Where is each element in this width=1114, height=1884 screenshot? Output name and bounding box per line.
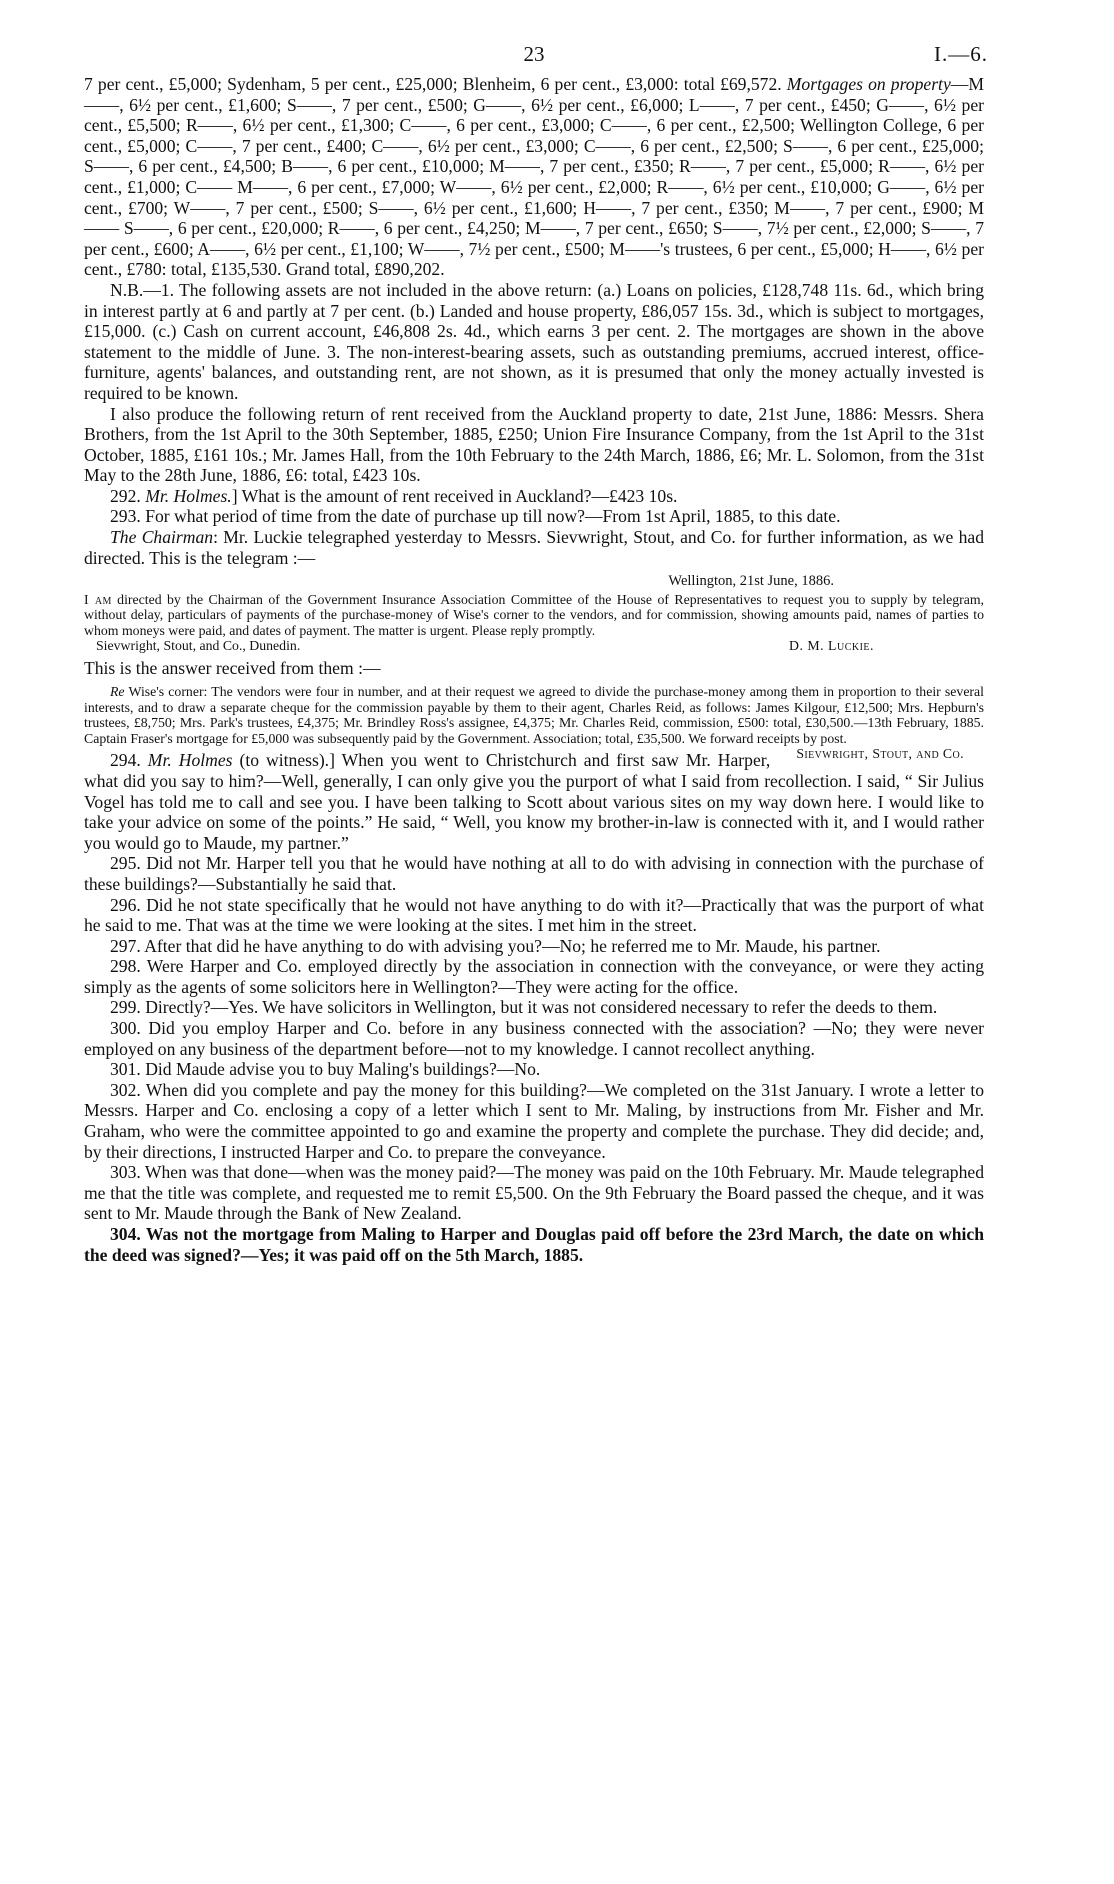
telegram-body: [84, 592, 984, 639]
chairman-text: : Mr. Luckie telegraphed yesterday to Messrs. Sievwright, Stout, and Co. for further information, as we had directed. This is the telegram :—: [84, 527, 985, 568]
document-reference: I.—6.: [934, 42, 988, 66]
question-text: ] What is the amount of rent received in Auckland?—£423 10s.: [231, 485, 678, 506]
page-header: [84, 40, 988, 74]
question-297: 297. After that did he have anything to do with advising you?—No; he referred me to Mr. Maude, his partner.: [110, 935, 881, 956]
question-number: 292.: [110, 485, 141, 506]
question-294: [84, 750, 984, 853]
speaker-name: The Chairman: [110, 527, 214, 548]
question-302: 302. When did you complete and pay the money for this building?—We completed on the 31st January. I wrote a letter to Messrs. Harper and Co. enclosing a copy of a letter which I sent to Mr. Maling, by instructions from Mr. Fisher and Mr. Graham, who were the committee appointed to go and examine the property and complete the purchase. They did decide; and, by their directions, I instructed Harper and Co. to prepare the conveyance.: [84, 1079, 984, 1162]
question-number: 294.: [110, 750, 141, 771]
answer-lead: Re: [110, 684, 125, 700]
answer-signature: Sievwright, Stout, and Co.: [796, 746, 964, 762]
telegram-signature: D. M. Luckie.: [789, 638, 874, 654]
document-page: [84, 40, 988, 1265]
telegram-lead: I am: [84, 591, 112, 607]
mortgages-intro: 7 per cent., £5,000; Sydenham, 5 per cent., £25,000; Blenheim, 6 per cent., £3,000: total £69,572.: [84, 74, 782, 94]
telegram-addressee: Sievwright, Stout, and Co., Dunedin.: [96, 638, 301, 654]
question-292: [84, 486, 984, 507]
question-298: 298. Were Harper and Co. employed directly by the association in connection with the conveyance, or were they acting simply as the agents of some solicitors here in Wellington?—They were acting for the office.: [84, 956, 984, 997]
chairman-statement: [84, 527, 984, 568]
speaker-name: Mr. Holmes: [147, 750, 233, 771]
speaker-name: Mr. Holmes.: [145, 485, 232, 506]
page-number: 23: [523, 42, 545, 66]
question-303: 303. When was that done—when was the money paid?—The money was paid on the 10th February. Mr. Maude telegraphed me that the title was complete, and requested me to remit £5,500. On the 9th February the Board passed the cheque, and it was sent to Mr. Maude through the Bank of New Zealand.: [84, 1162, 984, 1224]
question-296: 296. Did he not state specifically that he would not have anything to do with it?—Practically that was the purport of what he said to me. That was at the time we were looking at the sites. I met him in the street.: [84, 894, 984, 936]
telegram-place-date: Wellington, 21st June, 1886.: [668, 573, 834, 590]
question-293: 293. For what period of time from the date of purchase up till now?—From 1st April, 1885, to this date.: [110, 506, 841, 527]
question-301: 301. Did Maude advise you to buy Maling's buildings?—No.: [110, 1059, 541, 1080]
question-300: 300. Did you employ Harper and Co. before in any business connected with the association? —No; they were never employed on any business of the department before—not to my knowledge. I cannot recollect anything.: [84, 1018, 984, 1059]
mortgages-paragraph: [84, 74, 984, 280]
mortgages-label: Mortgages on property: [786, 74, 951, 94]
mortgages-list: —M——, 6½ per cent., £1,600; S——, 7 per cent., £500; G——, 6½ per cent., £6,000; L——, 7 per cent., £450; G——, 6½ per cent., £5,500; R——, 6½ per cent., £1,300; C——, 6 per cent., £3,000; C——, 6 per cent., £2,500; Wellington College, 6 per cent., £5,000; C——, 7 per cent., £400; C——, 6½ per cent., £3,000; C——, 6 per cent., £2,500; S——, 6 per cent., £25,000; S——, 6 per cent., £4,500; B——, 6 per cent., £10,000; M——, 7 per cent., £350; R——, 7 per cent., £5,000; R——, 6½ per cent., £1,000; C—— M——, 6 per cent., £7,000; W——, 6½ per cent., £2,000; R——, 6½ per cent., £10,000; G——, 6½ per cent., £700; W——, 7 per cent., £500; S——, 6½ per cent., £1,600; H——, 7 per cent., £350; M——, 7 per cent., £900; M—— S——, 6 per cent., £20,000; R——, 6 per cent., £4,250; M——, 7 per cent., £650; S——, 7½ per cent., £2,000; S——, 7 per cent., £600; A——, 6½ per cent., £1,100; W——, 7½ per cent., £500; M——'s trustees, 6 per cent., £5,000; H——, 6½ per cent., £780: total, £135,530. Grand total, £890,202.: [84, 74, 984, 280]
nb-paragraph: N.B.—1. The following assets are not included in the above return: (a.) Loans on policies, £128,748 11s. 6d., which bring in interest partly at 6 and partly at 7 per cent. (b.) Landed and house property, £86,057 15s. 3d., which is subject to mortgages, £15,000. (c.) Cash on current account, £46,808 2s. 4d., which earns 3 per cent. 2. The mortgages are shown in the above statement to the middle of June. 3. The non-interest-bearing assets, such as outstanding premiums, accrued interest, office-furniture, agents' balances, and outstanding rent, are not shown, as it is presumed that only the money actually invested is required to be known.: [84, 279, 984, 403]
question-text: When you went to Christchurch and first saw Mr. Harper, what did you say to him?—Well, generally, I can only give you the purport of what I said from recollection. I said, “ Sir Julius Vogel has told me to call and see you. I have been talking to Scott about various sites on my way down here. I would like to take your advice on some of the points.” He said, “ Well, you know my brother-in-law is connected with it, and I would rather you would go to Maude, my partner.”: [84, 750, 984, 853]
question-304: 304. Was not the mortgage from Maling to Harper and Douglas paid off before the 23rd March, the date on which the deed was signed?—Yes; it was paid off on the 5th March, 1885.: [84, 1224, 984, 1265]
answer-text: Wise's corner: The vendors were four in number, and at their request we agreed to divide the purchase-money among them in proportion to their several interests, and to draw a separate cheque for the commission payable by them to their agent, Charles Reid, as follows: James Kilgour, £12,500; Mrs. Hepburn's trustees, £8,750; Mrs. Park's trustees, £4,375; Mr. Brindley Ross's assignee, £4,375; Mr. Charles Reid, commission, £500: total, £30,500.—13th February, 1885. Captain Fraser's mortgage for £5,000 was subsequently paid by the Government. Association; total, £35,500. We forward receipts by post.: [84, 684, 984, 746]
telegram-block: [84, 574, 984, 654]
rent-return-paragraph: I also produce the following return of rent received from the Auckland property to date, 21st June, 1886: Messrs. Shera Brothers, from the 1st April to the 30th September, 1885, £250; Union Fire Insurance Company, from the 1st April to the 31st October, 1885, £161 10s.; Mr. James Hall, from the 10th February to the 24th March, 1886, £6; Mr. L. Solomon, from the 31st May to the 28th June, 1886, £6: total, £423 10s.: [84, 403, 984, 486]
telegram-text: directed by the Chairman of the Government Insurance Association Committee of the House of Representatives to request you to supply by telegram, without delay, particulars of payments of the purchase-money of Wise's corner to the vendors, and for commission, showing amounts paid, names of parties to whom moneys were paid, and dates of payment. The matter is urgent. Please reply promptly.: [84, 591, 985, 638]
telegram-signature-row: [84, 638, 984, 654]
question-299: 299. Directly?—Yes. We have solicitors in Wellington, but it was not considered necessary to refer the deeds to them.: [110, 997, 938, 1018]
question-295: 295. Did not Mr. Harper tell you that he would have nothing at all to do with advising in connection with the purchase of these buildings?—Substantially he said that.: [84, 853, 984, 894]
speaker-paren: (to witness).]: [232, 750, 335, 771]
answer-intro: This is the answer received from them :—: [84, 657, 381, 678]
